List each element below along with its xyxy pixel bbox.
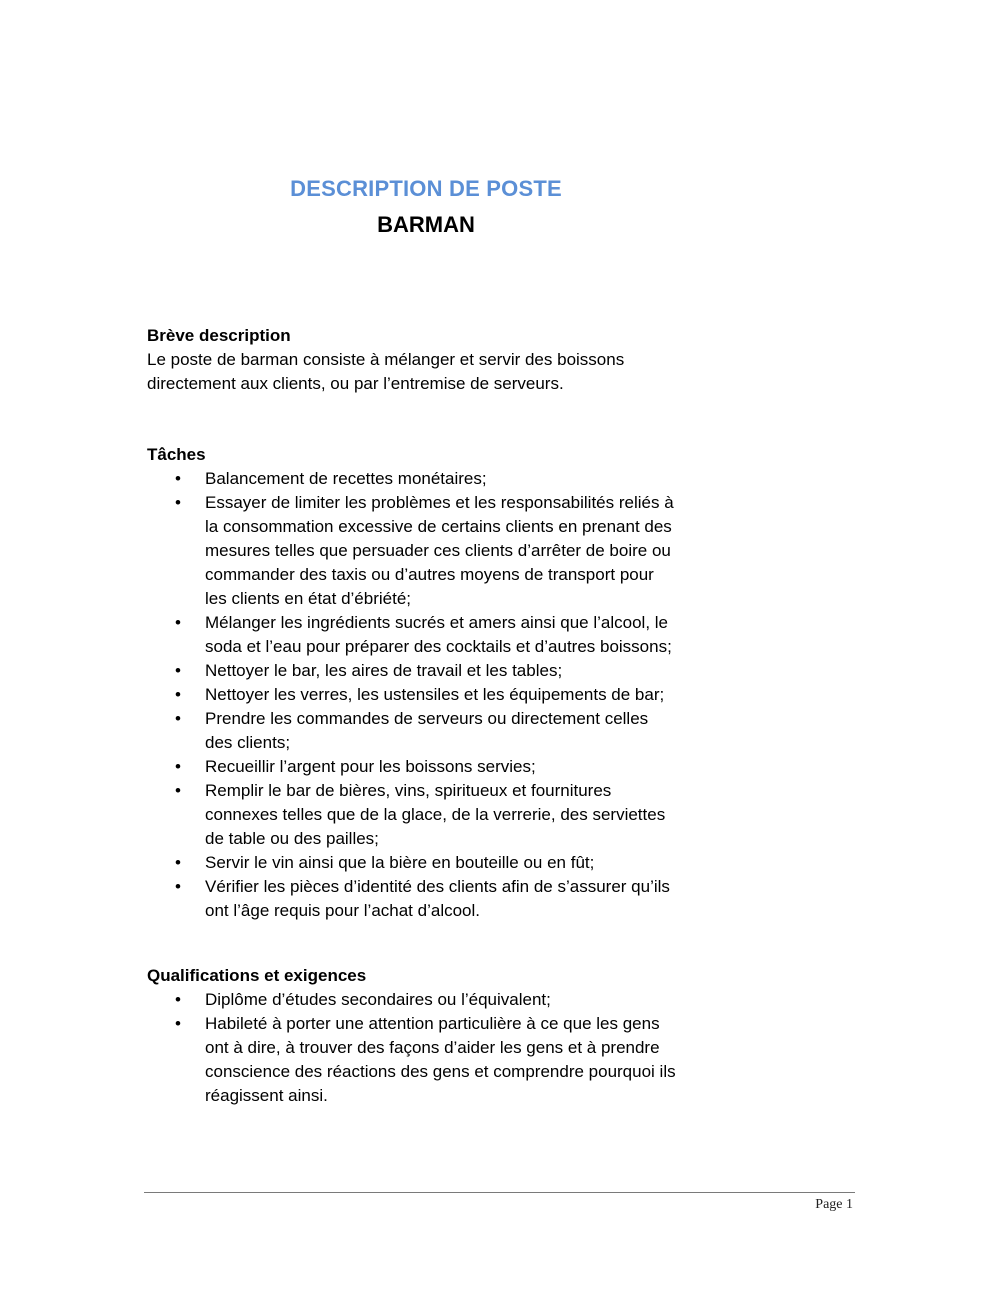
list-item: • Nettoyer les verres, les ustensiles et les équipements de bar; [147,683,727,707]
section-heading-description: Brève description [147,326,291,345]
bullet-icon: • [175,1014,181,1033]
bullet-icon: • [175,853,181,872]
document-title: DESCRIPTION DE POSTE [290,176,562,201]
list-item: • Remplir le bar de bières, vins, spiritueux et fournitures connexes telles que de la glace, de la verrerie, des serviettes de table ou des pailles; [175,781,666,848]
footer-divider [144,1192,855,1193]
bullet-icon: • [175,709,181,728]
document-subtitle: BARMAN [377,212,475,237]
list-item: • Balancement de recettes monétaires; [147,467,727,491]
list-item: • Diplôme d’études secondaires ou l’équivalent; [147,988,727,1012]
list-item: • Prendre les commandes de serveurs ou directement celles des clients; [175,709,649,752]
description-line-2: directement aux clients, ou par l’entremise de serveurs. [147,374,564,393]
section-qualifications [147,964,727,1108]
bullet-icon: • [175,613,181,632]
list-item: • Servir le vin ainsi que la bière en bouteille ou en fût; [147,851,727,875]
list-item: • Recueillir l’argent pour les boissons servies; [147,755,727,779]
section-heading-taches: Tâches [147,445,206,464]
bullet-icon: • [175,493,181,512]
bullet-icon: • [175,990,181,1009]
list-item: • Vérifier les pièces d’identité des clients afin de s’assurer qu’ils ont l’âge requis pour l’achat d’alcool. [175,877,670,920]
list-item: • Habileté à porter une attention particulière à ce que les gens ont à dire, à trouver des façons d’aider les gens et à prendre conscience des réactions des gens et comprendre pourquoi ils réagissent ainsi. [175,1014,676,1105]
bullet-icon: • [175,661,181,680]
section-taches [147,443,727,923]
list-item: • Mélanger les ingrédients sucrés et amers ainsi que l’alcool, le soda et l’eau pour préparer des cocktails et d’autres boissons; [175,613,672,656]
qualifications-list [147,988,727,1108]
bullet-icon: • [175,685,181,704]
taches-list [147,467,727,923]
bullet-icon: • [175,469,181,488]
bullet-icon: • [175,877,181,896]
list-item: • Nettoyer le bar, les aires de travail et les tables; [147,659,727,683]
list-item: • Essayer de limiter les problèmes et les responsabilités reliés à la consommation excessive de certains clients en prenant des mesures telles que persuader ces clients d’arrêter de boire ou commander des taxis ou d’autres moyens de transport pour les clients en état d’ébriété; [175,493,674,608]
description-line-1: Le poste de barman consiste à mélanger et servir des boissons [147,350,625,369]
bullet-icon: • [175,781,181,800]
section-description [147,324,727,396]
bullet-icon: • [175,757,181,776]
section-heading-qualifications: Qualifications et exigences [147,966,367,985]
page-number: Page 1 [815,1197,853,1212]
